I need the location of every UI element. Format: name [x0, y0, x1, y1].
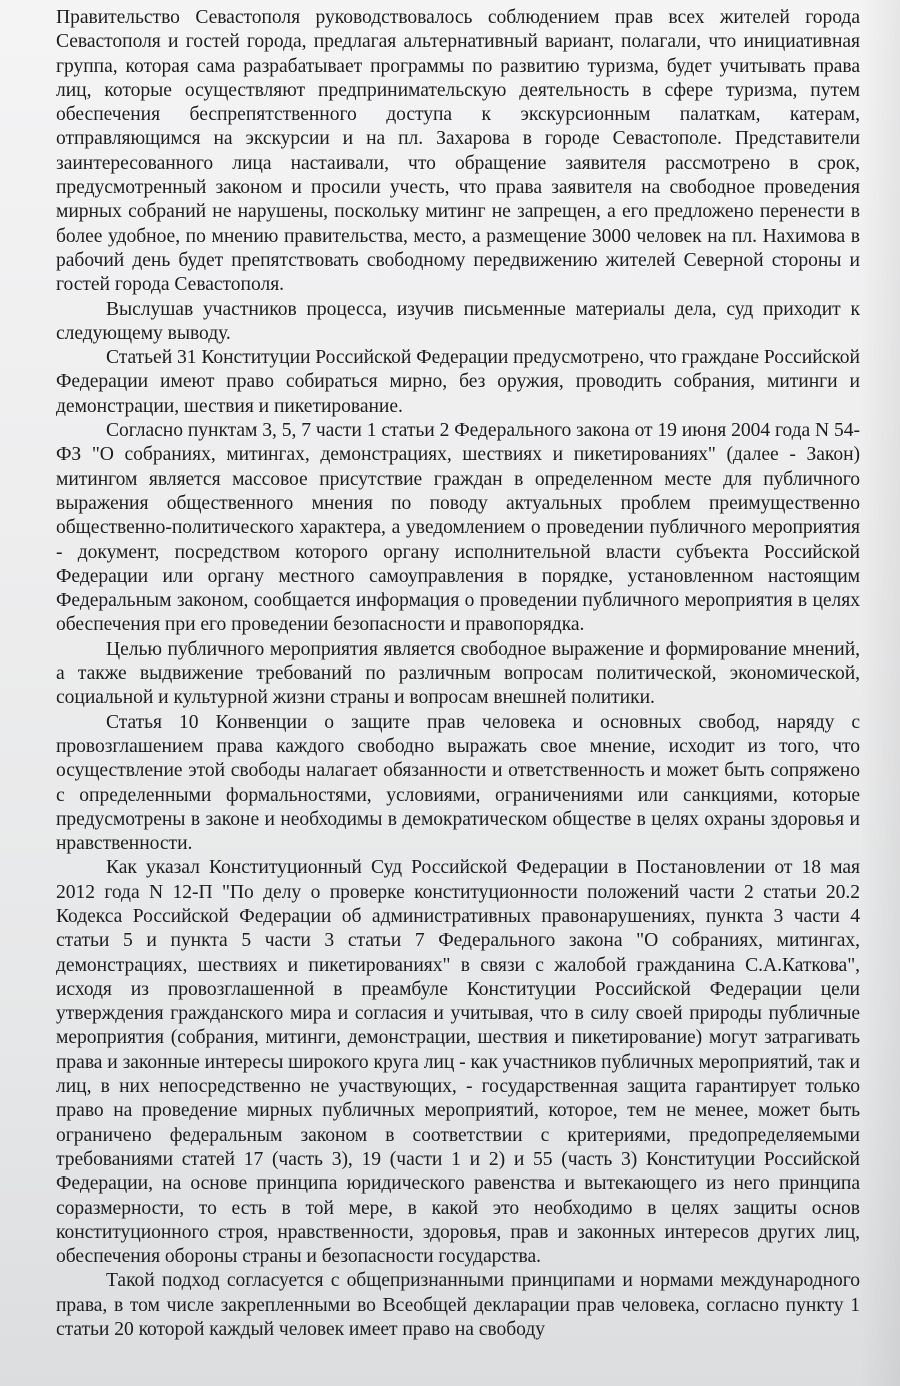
paragraph-federal-law-54fz: Согласно пунктам 3, 5, 7 части 1 статьи 2 Федерального закона от 19 июня 2004 года N 54-ФЗ "О собраниях, митингах, демонстрациях, шествиях и пикетированиях" (далее - Закон) митингом является массовое присутствие граждан в определенном месте для публичного выражения общественного мнения по поводу актуальных проблем преимущественно общественно-политического характера, а уведомлением о проведении публичного мероприятия - документ, посредством которого органу исполнительной власти субъекта Российской Федерации или органу местного самоуправления в порядке, установленном настоящим Федеральным законом, сообщается информация о проведении публичного мероприятия в целях обеспечения при его проведении безопасности и правопорядка.: [56, 420, 860, 636]
paragraph-constitutional-court-ruling: Как указал Конституционный Суд Российской Федерации в Постановлении от 18 мая 2012 года N 12-П "По делу о проверке конституционности положений части 2 статьи 20.2 Кодекса Российской Федерации об административных правонарушениях, пункта 3 части 4 статьи 5 и пункта 5 части 3 статьи 7 Федерального закона "О собраниях, митингах, демонстрациях, шествиях и пикетированиях" в связи с жалобой гражданина С.А.Каткова", исходя из провозглашенной в преамбуле Конституции Российской Федерации цели утверждения гражданского мира и согласия и учитывая, что в силу своей природы публичные мероприятия (собрания, митинги, демонстрации, шествия и пикетирование) могут затрагивать права и законные интересы широкого круга лиц - как участников публичных мероприятий, так и лиц, в них непосредственно не участвующих, - государственная защита гарантирует только право на проведение мирных публичных мероприятий, которое, тем не менее, может быть ограничено федеральным законом в соответствии с критериями, предопределяемыми требованиями статей 17 (часть 3), 19 (части 1 и 2) и 55 (часть 3) Конституции Российской Федерации, на основе принципа юридического равенства и вытекающего из него принципа соразмерности, то есть в той мере, в какой это необходимо в целях защиты основ конституционного строя, нравственности, здоровья, прав и законных интересов других лиц, обеспечения обороны страны и безопасности государства.: [56, 857, 860, 1268]
paragraph-court-conclusion: Выслушав участников процесса, изучив письменные материалы дела, суд приходит к следующему выводу.: [56, 298, 860, 344]
paragraph-convention-article-10: Статья 10 Конвенции о защите прав человека и основных свобод, наряду с провозглашением права каждого свободно выражать свое мнение, исходит из того, что осуществление этой свободы налагает обязанности и ответственность и может быть сопряжено с определенными формальностями, условиями, ограничениями или санкциями, которые предусмотрены в законе и необходимы в демократическом обществе в целях охраны здоровья и нравственности.: [56, 711, 860, 855]
paragraph-constitution-article-31: Статьей 31 Конституции Российской Федерации предусмотрено, что граждане Российской Федерации имеют право собираться мирно, без оружия, проводить собрания, митинги и демонстрации, шествия и пикетирование.: [56, 347, 860, 417]
page-edge-shadow: [860, 0, 900, 1386]
paragraph-public-event-purpose: Целью публичного мероприятия является свободное выражение и формирование мнений, а также выдвижение требований по различным вопросам политической, экономической, социальной и культурной жизни страны и вопросам внешней политики.: [56, 638, 860, 709]
paragraph-government-position: Правительство Севастополя руководствовалось соблюдением прав всех жителей города Севастополя и гостей города, предлагая альтернативный вариант, полагали, что инициативная группа, которая сама разрабатывает программы по развитию туризма, будет учитывать права лиц, которые осуществляют предпринимательскую деятельность в сфере туризма, путем обеспечения беспрепятственного доступа к экскурсионным палаткам, катерам, отправляющимся на экскурсии и на пл. Захарова в городе Севастополе. Представители заинтересованного лица настаивали, что обращение заявителя рассмотрено в срок, предусмотренный законом и просили учесть, что права заявителя на свободное проведения мирных собраний не нарушены, поскольку митинг не запрещен, а его предложено перенести в более удобное, по мнению правительства, место, а размещение 3000 человек на пл. Нахимова в рабочий день будет препятствовать свободному передвижению жителей Северной стороны и гостей города Севастополя.: [56, 7, 860, 296]
paragraph-international-law: Такой подход согласуется с общепризнанными принципами и нормами международного права, в том числе закрепленными во Всеобщей декларации прав человека, согласно пункту 1 статьи 20 которой каждый человек имеет право на свободу: [56, 1270, 860, 1341]
document-body: [56, 6, 860, 1342]
